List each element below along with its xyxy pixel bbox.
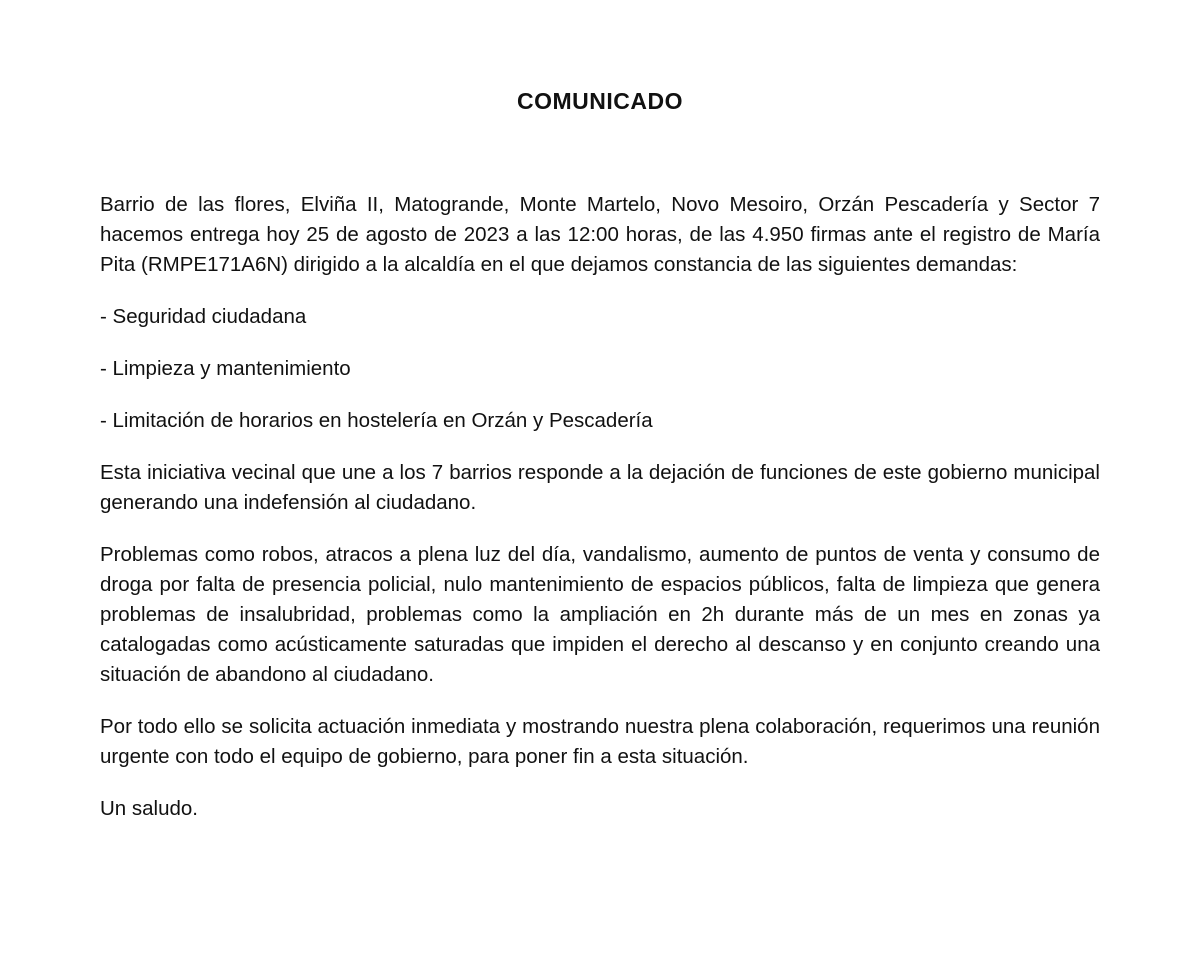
problems-paragraph: Problemas como robos, atracos a plena luz del día, vandalismo, aumento de puntos de venta y consumo de droga por falta de presencia policial, nulo mantenimiento de espacios públicos, falta de limpieza que genera problemas de insalubridad, problemas como la ampliación en 2h durante más de un mes en zonas ya catalogadas como acústicamente saturadas que impiden el derecho al descanso y en conjunto creando una situación de abandono al ciudadano.	[100, 543, 1100, 686]
initiative-paragraph: Esta iniciativa vecinal que une a los 7 barrios responde a la dejación de funciones de este gobierno municipal generando una indefensión al ciudadano.	[100, 461, 1100, 514]
closing-text: Un saludo.	[100, 797, 199, 820]
intro-paragraph: Barrio de las flores, Elviña II, Matogrande, Monte Martelo, Novo Mesoiro, Orzán Pescadería y Sector 7 hacemos entrega hoy 25 de agosto de 2023 a las 12:00 horas, de las 4.950 firmas ante el registro de María Pita (RMPE171A6N) dirigido a la alcaldía en el que dejamos constancia de las siguientes demandas:	[100, 193, 1100, 276]
demand-item: - Seguridad ciudadana	[100, 305, 307, 328]
demand-item: - Limpieza y mantenimiento	[100, 357, 351, 380]
document-title: COMUNICADO	[517, 88, 683, 114]
request-paragraph: Por todo ello se solicita actuación inmediata y mostrando nuestra plena colaboración, requerimos una reunión urgente con todo el equipo de gobierno, para poner fin a esta situación.	[100, 715, 1100, 768]
demand-item: - Limitación de horarios en hostelería en Orzán y Pescadería	[100, 409, 653, 432]
